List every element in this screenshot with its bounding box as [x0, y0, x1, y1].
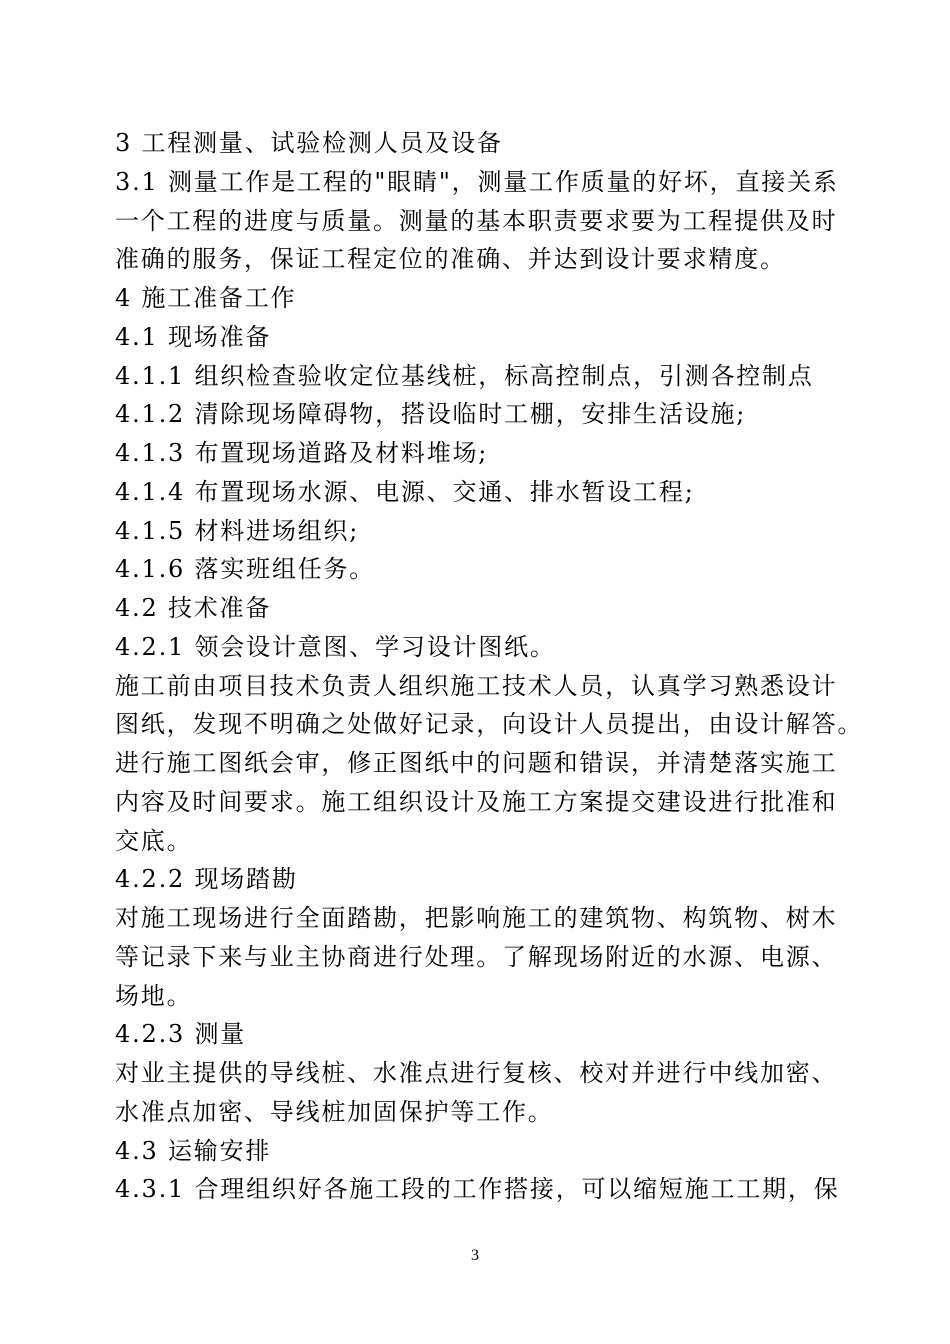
list-item: 4.1.4 布置现场水源、电源、交通、排水暂设工程; [115, 477, 695, 506]
heading-3: 3 工程测量、试验检测人员及设备 [115, 129, 503, 157]
paragraph-line: 图纸，发现不明确之处做好记录，向设计人员提出，由设计解答。 [115, 710, 864, 739]
paragraph-line: 等记录下来与业主协商进行处理。了解现场附近的水源、电源、 [115, 942, 838, 971]
page-number: 3 [471, 1247, 479, 1264]
paragraph-line: 对业主提供的导线桩、水准点进行复核、校对并进行中线加密、 [115, 1059, 838, 1087]
paragraph-line: 4.3.1 合理组织好各施工段的工作搭接，可以缩短施工工期，保 [115, 1175, 840, 1204]
subheading-4-2-3: 4.2.3 测量 [115, 1020, 247, 1049]
paragraph-line: 一个工程的进度与质量。测量的基本职责要求要为工程提供及时 [115, 206, 838, 235]
subheading-4-2-2: 4.2.2 现场踏勘 [115, 865, 298, 894]
list-item: 4.1.3 布置现场道路及材料堆场; [115, 439, 489, 467]
paragraph-line: 交底。 [115, 826, 193, 855]
heading-4: 4 施工准备工作 [115, 284, 297, 312]
paragraph-line: 内容及时间要求。施工组织设计及施工方案提交建设进行批准和 [115, 787, 838, 816]
list-item: 4.1.6 落实班组任务。 [115, 555, 376, 584]
paragraph-line: 3.1 测量工作是工程的"眼睛"，测量工作质量的好坏，直接关系 [115, 167, 839, 196]
paragraph-line: 水准点加密、导线桩加固保护等工作。 [115, 1097, 554, 1126]
heading-4-3: 4.3 运输安排 [115, 1136, 272, 1165]
paragraph-line: 场地。 [115, 981, 193, 1010]
list-item: 4.1.1 组织检查验收定位基线桩，标高控制点，引测各控制点 [115, 361, 814, 390]
paragraph-line: 对施工现场进行全面踏勘，把影响施工的建筑物、构筑物、树木 [115, 904, 838, 932]
subheading-4-2-1: 4.2.1 领会设计意图、学习设计图纸。 [115, 632, 556, 661]
paragraph-line: 进行施工图纸会审，修正图纸中的问题和错误，并清楚落实施工 [115, 749, 838, 777]
heading-4-1: 4.1 现场准备 [115, 322, 272, 351]
paragraph-line: 准确的服务，保证工程定位的准确、并达到设计要求精度。 [115, 245, 786, 274]
heading-4-2: 4.2 技术准备 [115, 594, 272, 622]
list-item: 4.1.5 材料进场组织; [115, 516, 360, 545]
paragraph-line: 施工前由项目技术负责人组织施工技术人员，认真学习熟悉设计 [115, 671, 838, 700]
document-body [115, 124, 864, 1209]
list-item: 4.1.2 清除现场障碍物，搭设临时工棚，安排生活设施; [115, 400, 747, 429]
